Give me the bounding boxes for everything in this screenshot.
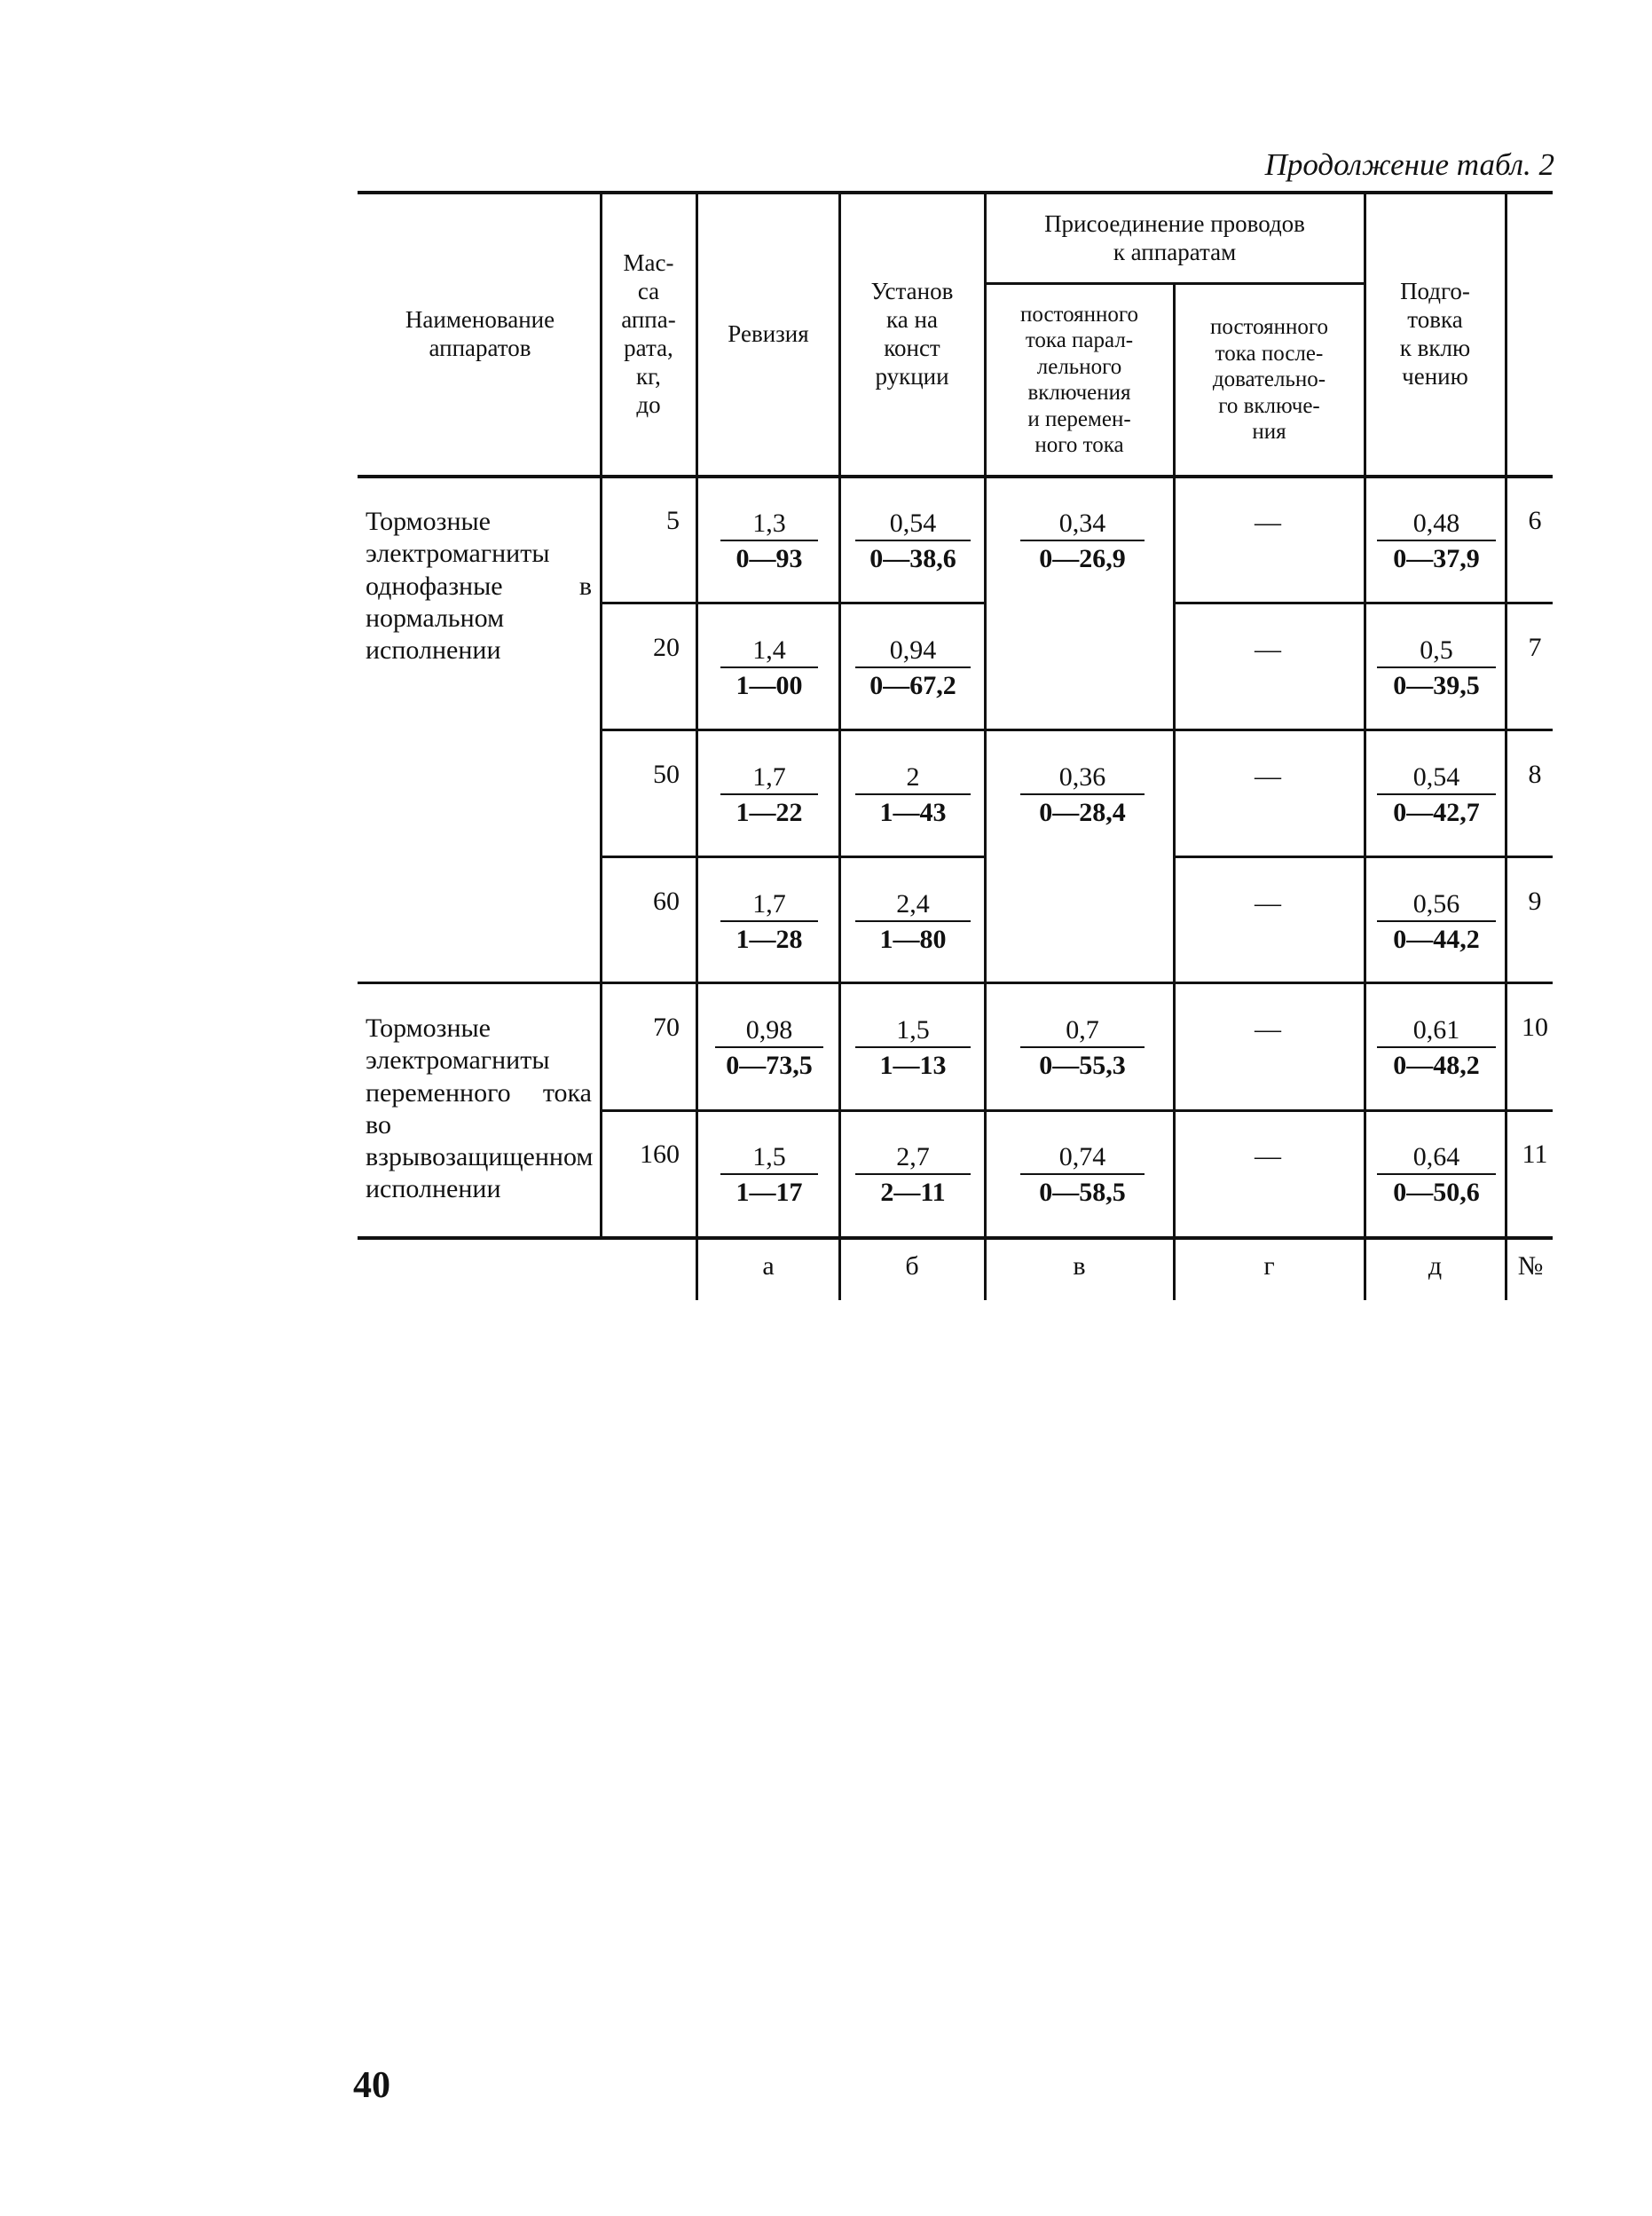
mass-value: 60: [653, 887, 680, 916]
fraction-bottom: 1—00: [736, 671, 803, 700]
row-number: 6: [1528, 506, 1542, 535]
col-sep-3: [838, 191, 841, 1300]
fraction-top: 2: [906, 762, 920, 792]
series-dash: —: [1255, 888, 1281, 918]
fraction-bottom: 0—50,6: [1393, 1178, 1480, 1207]
row-number: 10: [1522, 1013, 1548, 1042]
fraction-top: 1,4: [752, 635, 786, 665]
fraction-top: 0,54: [1412, 762, 1460, 792]
header-connect-series: постоянного тока после- довательно- го включе- ния: [1209, 315, 1329, 445]
mass-value: 50: [653, 760, 680, 789]
fraction-bottom: 0—28,4: [1039, 798, 1126, 827]
column-letter-d: г: [1263, 1251, 1275, 1281]
mass-value: 160: [640, 1140, 680, 1169]
prepare-fraction: [1377, 508, 1496, 577]
mass-value: 20: [653, 633, 680, 662]
header-revision: Ревизия: [728, 320, 809, 348]
col-sep-6: [1364, 191, 1366, 1300]
prepare-fraction: [1377, 635, 1496, 704]
fraction-bottom: 1—22: [736, 798, 803, 827]
fraction-top: 1,5: [896, 1015, 930, 1045]
rule-row1: [602, 602, 987, 604]
fraction-top: 0,36: [1058, 762, 1106, 792]
fraction-top: 0,94: [889, 635, 937, 665]
rule-row2: [602, 729, 1553, 731]
revision-fraction: [720, 888, 818, 958]
series-dash: —: [1255, 1141, 1281, 1171]
install-fraction: [855, 635, 971, 704]
connect-fraction: [1020, 761, 1145, 831]
table-caption: Продолжение табл. 2: [1264, 147, 1554, 182]
connect-fraction: [1020, 1141, 1145, 1211]
fraction-bottom: 1—28: [736, 925, 803, 954]
fraction-bottom: 0—93: [736, 544, 803, 573]
rule-header-bottom: [358, 475, 1553, 478]
row-number: 7: [1528, 633, 1542, 662]
connect-fraction: [1020, 1014, 1145, 1084]
install-fraction: [855, 1014, 971, 1084]
series-dash: —: [1255, 635, 1281, 664]
header-prepare: Подго- товка к вклю чению: [1399, 278, 1471, 390]
column-letter-number: №: [1517, 1251, 1544, 1281]
header-name: Наименование аппаратов: [405, 306, 555, 361]
fraction-top: 1,7: [752, 762, 786, 792]
fraction-top: 0,5: [1420, 635, 1453, 665]
fraction-top: 0,34: [1058, 509, 1106, 538]
header-connect-parallel: постоянного тока парал- лельного включения и перемен- ного тока: [1019, 302, 1139, 457]
rule-group: [358, 982, 1553, 984]
fraction-bottom: 0—73,5: [726, 1051, 813, 1080]
page-number: 40: [353, 2065, 390, 2106]
rule-row5: [602, 1109, 1553, 1112]
row-number: 11: [1522, 1140, 1548, 1169]
fraction-bottom: 0—44,2: [1393, 925, 1480, 954]
fraction-top: 1,7: [752, 889, 786, 919]
column-letter-c: в: [1073, 1251, 1086, 1281]
column-letter-e: д: [1428, 1251, 1443, 1281]
revision-fraction: [715, 1014, 823, 1084]
series-dash: —: [1255, 1014, 1281, 1044]
fraction-top: 0,56: [1412, 889, 1460, 919]
fraction-bottom: 0—39,5: [1393, 671, 1480, 700]
revision-fraction: [720, 635, 818, 704]
connect-fraction: [1020, 508, 1145, 577]
fraction-bottom: 1—13: [879, 1051, 947, 1080]
col-sep-7: [1505, 191, 1507, 1300]
series-dash: —: [1255, 761, 1281, 791]
fraction-bottom: 0—26,9: [1039, 544, 1126, 573]
revision-fraction: [720, 508, 818, 577]
install-fraction: [855, 508, 971, 577]
header-mass: Мас- са аппа- рата, кг, до: [621, 249, 676, 418]
fraction-top: 0,61: [1412, 1015, 1460, 1045]
prepare-fraction: [1377, 1014, 1496, 1084]
fraction-top: 2,7: [896, 1142, 930, 1171]
fraction-bottom: 0—58,5: [1039, 1178, 1126, 1207]
col-sep-2: [696, 191, 698, 1300]
rule-connect-split: [987, 282, 1365, 285]
revision-fraction: [720, 761, 818, 831]
rule-row3: [602, 856, 987, 858]
col-sep-5: [1173, 282, 1176, 1300]
fraction-top: 2,4: [896, 889, 930, 919]
fraction-bottom: 0—67,2: [869, 671, 956, 700]
col-sep-4: [984, 191, 987, 1300]
fraction-top: 0,48: [1412, 509, 1460, 538]
prepare-fraction: [1377, 1141, 1496, 1211]
install-fraction: [855, 888, 971, 958]
fraction-bottom: 0—37,9: [1393, 544, 1480, 573]
series-dash: —: [1255, 508, 1281, 537]
mass-value: 70: [653, 1013, 680, 1042]
install-fraction: [855, 761, 971, 831]
prepare-fraction: [1377, 761, 1496, 831]
revision-fraction: [720, 1141, 818, 1211]
fraction-top: 0,74: [1058, 1142, 1106, 1171]
rule-body-bottom: [358, 1236, 1553, 1240]
fraction-top: 1,5: [752, 1142, 786, 1171]
group-name-1: Тормозные электромагниты однофазные в нормальном исполнении: [366, 507, 592, 666]
row-number: 9: [1528, 887, 1542, 916]
header-connect: Присоединение проводов к аппаратам: [1044, 210, 1305, 265]
fraction-top: 0,7: [1066, 1015, 1099, 1045]
fraction-top: 0,54: [889, 509, 937, 538]
group-name-2: Тормозные электромагниты переменного тока во взрывозащищенном исполнении: [366, 1013, 594, 1204]
fraction-bottom: 1—17: [736, 1178, 803, 1207]
column-letter-a: а: [762, 1251, 775, 1281]
fraction-top: 1,3: [752, 509, 786, 538]
column-letter-b: б: [905, 1251, 919, 1281]
fraction-bottom: 1—43: [879, 798, 947, 827]
fraction-bottom: 2—11: [880, 1178, 946, 1207]
header-install: Установ ка на конст рукции: [870, 278, 954, 390]
prepare-fraction: [1377, 888, 1496, 958]
fraction-top: 0,98: [745, 1015, 793, 1045]
mass-value: 5: [666, 506, 680, 535]
install-fraction: [855, 1141, 971, 1211]
row-number: 8: [1528, 760, 1542, 789]
fraction-bottom: 1—80: [879, 925, 947, 954]
fraction-bottom: 0—38,6: [869, 544, 956, 573]
fraction-bottom: 0—42,7: [1393, 798, 1480, 827]
fraction-bottom: 0—48,2: [1393, 1051, 1480, 1080]
rule-top: [358, 191, 1553, 194]
fraction-bottom: 0—55,3: [1039, 1051, 1126, 1080]
fraction-top: 0,64: [1412, 1142, 1460, 1171]
col-sep-1: [600, 191, 602, 1238]
